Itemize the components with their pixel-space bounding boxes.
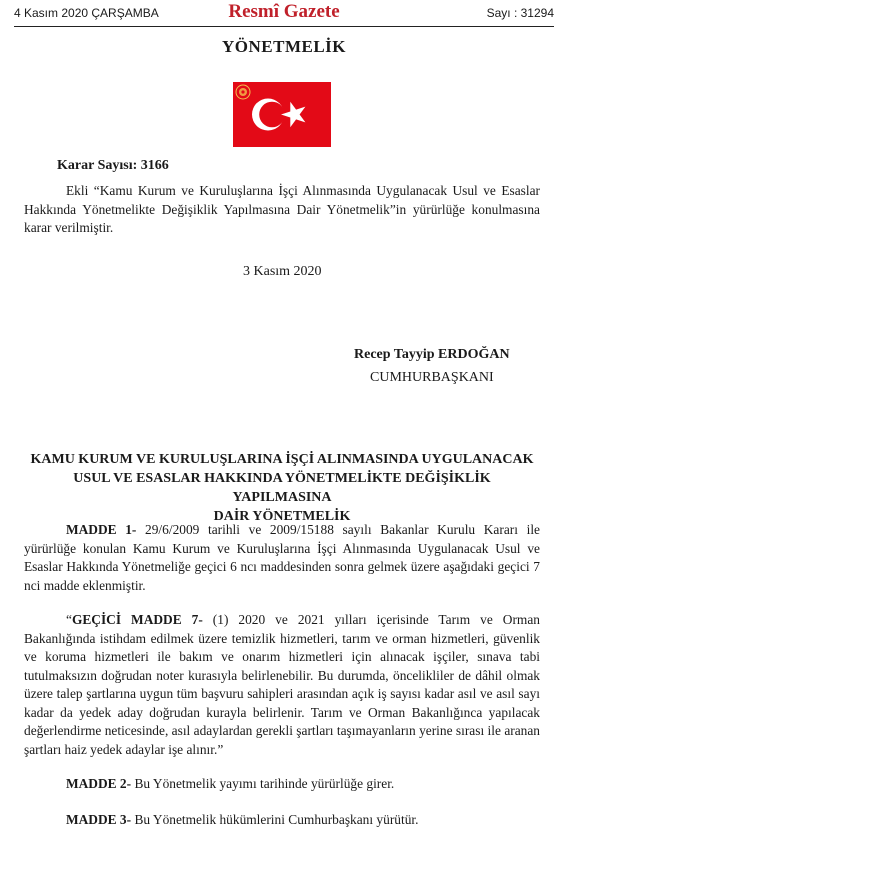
regulation-title [24, 450, 540, 526]
article-2 [24, 775, 540, 794]
issue-number: Sayı : 31294 [486, 6, 554, 20]
article-1 [24, 521, 540, 595]
regulation-title-line: KAMU KURUM VE KURULUŞLARINA İŞÇİ ALINMASINDA UYGULANACAK [30, 452, 534, 467]
regulation-title-line: DAİR YÖNETMELİK [213, 509, 351, 524]
signatory-title: CUMHURBAŞKANI [370, 370, 494, 385]
intro-paragraph [24, 182, 540, 238]
gazette-title: Resmî Gazete [228, 1, 340, 22]
article-text: Bu Yönetmelik hükümlerini Cumhurbaşkanı yürütür. [131, 812, 419, 827]
article-text: 29/6/2009 tarihli ve 2009/15188 sayılı Bakanlar Kurulu Kararı ile yürürlüğe konulan Kamu Kurum ve Kuruluşlarına İşçi Alınmasında Uygulanacak Usul ve Esaslar Hakkında Yönetmeliğe geçici 6 ncı maddesinden sonra gelmek üzere aşağıdaki geçici 7 nci madde eklenmiştir. [24, 522, 540, 593]
section-title: YÖNETMELİK [221, 37, 347, 56]
article-label: MADDE 1- [66, 522, 137, 537]
article-3 [24, 811, 540, 830]
temporary-article-7 [24, 611, 540, 759]
article-text: Bu Yönetmelik yayımı tarihinde yürürlüğe girer. [131, 776, 395, 791]
gazette-header [14, 2, 554, 24]
issue-date: 4 Kasım 2020 ÇARŞAMBA [14, 6, 159, 20]
article-label: MADDE 3- [66, 812, 132, 827]
decision-number: Karar Sayısı: 3166 [57, 158, 169, 173]
article-text: (1) 2020 ve 2021 yılları içerisinde Tarım ve Orman Bakanlığında istihdam edilmek üzere temizlik hizmetleri, tarım ve orman hizmetleri, güvenlik ve koruma hizmetleri ile bakım ve onarım hizmetleri için alınacak işçiler, sınava tabi tutulmaksızın doğrudan noter kurasıyla belirlenebilir. Bu durumda, öncelikliler de dâhil olmak üzere talep şartlarına uygun tüm başvuru sahipleri arasından açık iş sayısı kadar asıl ve asıl sayı kadar da yedek aday doğrudan kurayla belirlenir. Tarım ve Orman Bakanlığınca yapılacak değerlendirme neticesinde, asıl adaylardan gerekli şartları taşımayanların yerine sırası ile aranan şartları haiz yedek adaylar işe alınır.” [24, 612, 540, 757]
decision-date: 3 Kasım 2020 [243, 264, 322, 279]
quote-open: “ [66, 612, 72, 627]
regulation-title-line: USUL VE ESASLAR HAKKINDA YÖNETMELİKTE DEĞİŞİKLİK YAPILMASINA [73, 471, 491, 505]
header-divider [14, 26, 554, 27]
article-label: GEÇİCİ MADDE 7- [71, 612, 203, 627]
article-label: MADDE 2- [66, 776, 132, 791]
intro-text: Ekli “Kamu Kurum ve Kuruluşlarına İşçi Alınmasında Uygulanacak Usul ve Esaslar Hakkında Yönetmelikte Değişiklik Yapılmasına Dair Yönetmelik”in yürürlüğe konulmasına karar verilmiştir. [24, 183, 540, 235]
signatory-name: Recep Tayyip ERDOĞAN [354, 347, 510, 362]
turkish-flag-icon [233, 82, 331, 147]
